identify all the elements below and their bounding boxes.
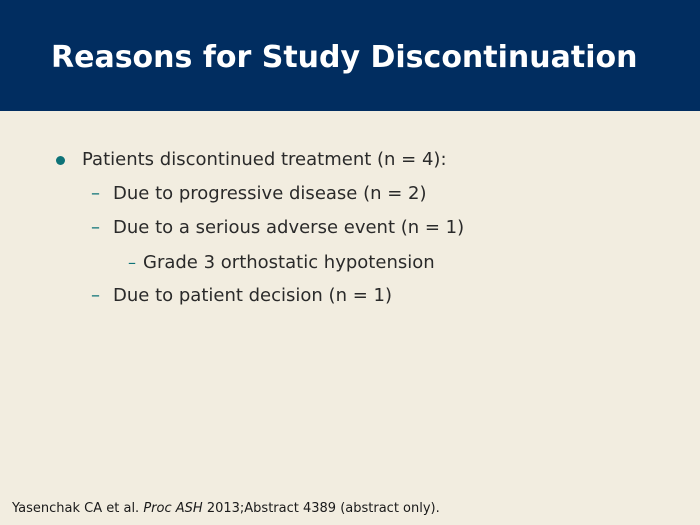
dash-icon: – [128,253,136,272]
slide-title: Reasons for Study Discontinuation [51,40,638,75]
citation-authors: Yasenchak CA et al. [12,501,140,516]
citation [12,500,440,518]
main-bullet-text: Patients discontinued treatment (n = 4): [82,149,447,170]
bullet-dot-icon [56,156,65,165]
dash-icon: – [91,217,100,238]
sub-bullet-serious-adverse-event: Due to a serious adverse event (n = 1) [113,217,465,238]
sub-sub-bullet-orthostatic-hypotension: Grade 3 orthostatic hypotension [143,252,435,273]
citation-journal: Proc ASH [143,501,203,516]
sub-bullet-progressive-disease: Due to progressive disease (n = 2) [113,183,427,204]
dash-icon: – [91,285,100,306]
dash-icon: – [91,183,100,204]
citation-details: 2013;Abstract 4389 (abstract only). [206,501,440,516]
sub-bullet-patient-decision: Due to patient decision (n = 1) [113,285,392,306]
